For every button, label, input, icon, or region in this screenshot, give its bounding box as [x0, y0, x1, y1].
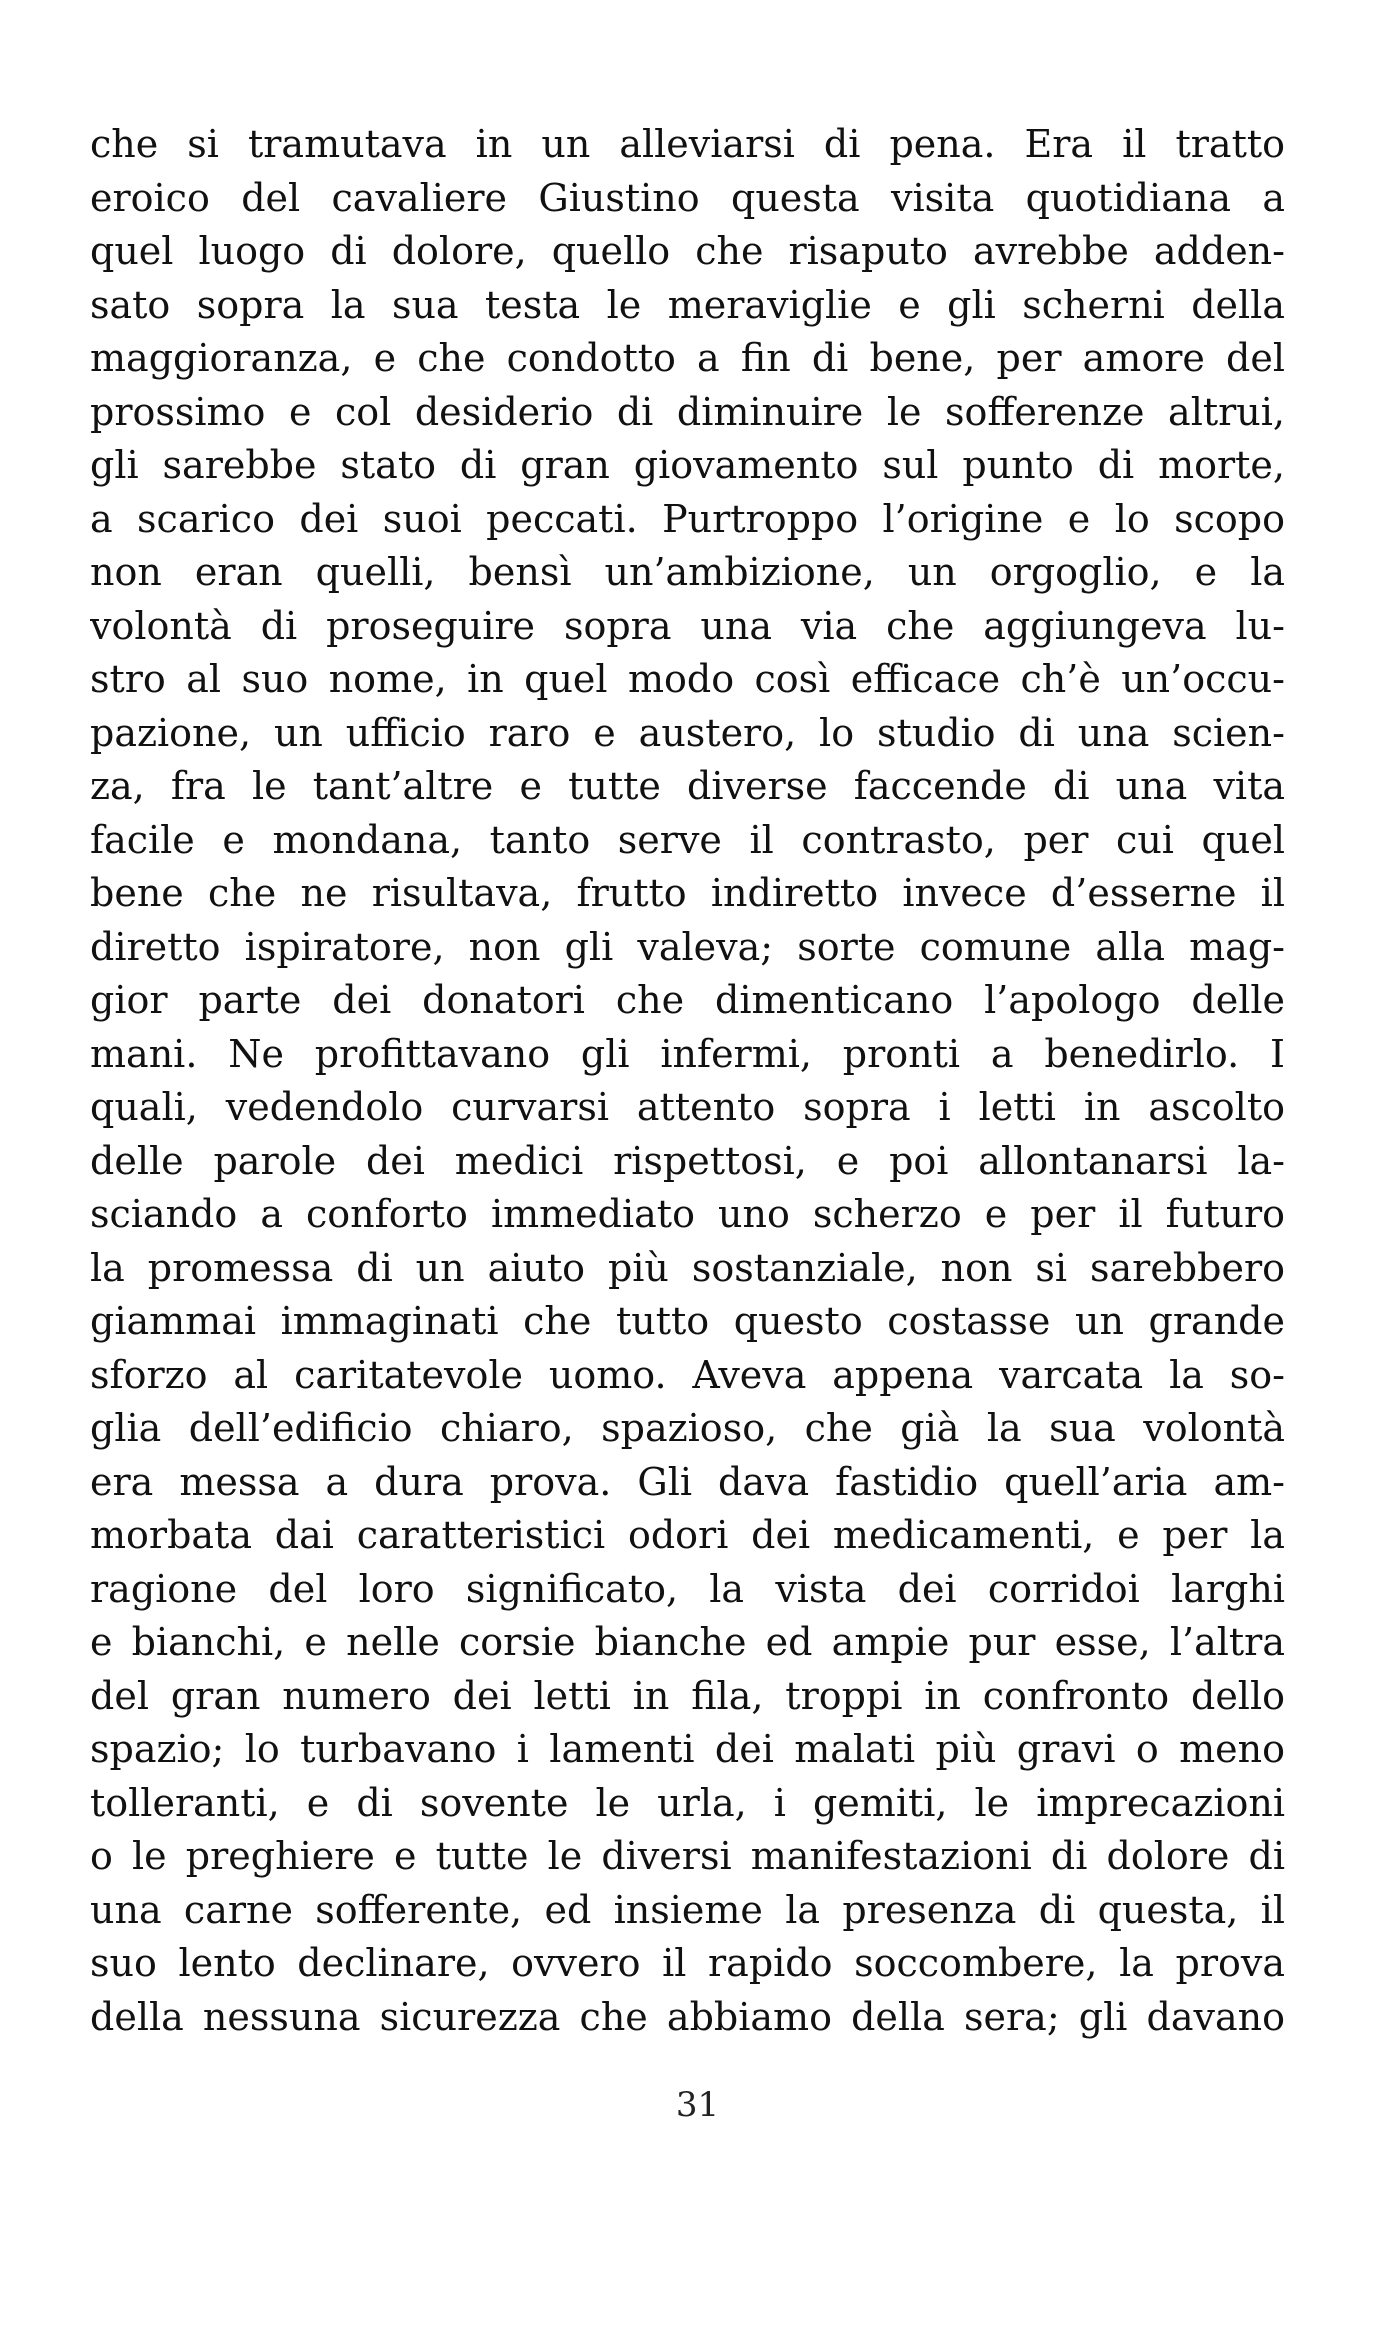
page-number: 31 — [675, 2085, 720, 2125]
text-line-8: a scarico dei suoi peccati. Purtroppo l’origine e lo scopo — [90, 496, 1285, 541]
text-line-16: diretto ispiratore, non gli valeva; sorte comune alla mag- — [90, 924, 1285, 969]
text-line-13: za, fra le tant’altre e tutte diverse faccende di una vita — [90, 764, 1285, 808]
text-line-4: sato sopra la sua testa le meraviglie e gli scherni della — [90, 282, 1285, 327]
text-line-29: e bianchi, e nelle corsie bianche ed ampie pur esse, l’altra — [90, 1620, 1285, 1664]
text-line-10: volontà di proseguire sopra una via che aggiungeva lu- — [90, 603, 1285, 648]
text-line-30: del gran numero dei letti in fila, troppi in confronto dello — [90, 1673, 1285, 1718]
text-line-17: gior parte dei donatori che dimenticano l’apologo delle — [90, 978, 1285, 1022]
text-line-31: spazio; lo turbavano i lamenti dei malati più gravi o meno — [90, 1727, 1285, 1771]
text-line-34: una carne sofferente, ed insieme la presenza di questa, il — [90, 1887, 1285, 1932]
text-line-24: sforzo al caritatevole uomo. Aveva appena varcata la so- — [90, 1352, 1285, 1397]
text-line-27: morbata dai caratteristici odori dei medicamenti, e per la — [90, 1513, 1285, 1557]
text-line-19: quali, vedendolo curvarsi attento sopra i letti in ascolto — [90, 1085, 1285, 1129]
text-line-6: prossimo e col desiderio di diminuire le sofferenze altrui, — [90, 389, 1285, 434]
text-line-7: gli sarebbe stato di gran giovamento sul punto di morte, — [90, 443, 1285, 487]
text-line-33: o le preghiere e tutte le diversi manifestazioni di dolore di — [90, 1834, 1285, 1878]
text-line-25: glia dell’edificio chiaro, spazioso, che già la sua volontà — [90, 1406, 1285, 1450]
text-line-12: pazione, un ufficio raro e austero, lo studio di una scien- — [90, 710, 1285, 755]
text-line-22: la promessa di un aiuto più sostanziale, non si sarebbero — [90, 1245, 1285, 1290]
text-line-26: era messa a dura prova. Gli dava fastidio quell’aria am- — [90, 1459, 1285, 1504]
text-line-14: facile e mondana, tanto serve il contrasto, per cui quel — [90, 817, 1285, 862]
text-line-21: sciando a conforto immediato uno scherzo e per il futuro — [90, 1192, 1285, 1236]
text-line-3: quel luogo di dolore, quello che risaputo avrebbe adden- — [90, 229, 1285, 273]
text-line-20: delle parole dei medici rispettosi, e poi allontanarsi la- — [90, 1138, 1285, 1183]
text-line-9: non eran quelli, bensì un’ambizione, un orgoglio, e la — [90, 550, 1285, 594]
text-line-2: eroico del cavaliere Giustino questa visita quotidiana a — [90, 175, 1285, 220]
text-line-36: della nessuna sicurezza che abbiamo della sera; gli davano — [90, 1994, 1285, 2039]
body-text — [90, 118, 1285, 2044]
text-line-35: suo lento declinare, ovvero il rapido soccombere, la prova — [90, 1941, 1285, 1985]
text-line-23: giammai immaginati che tutto questo costasse un grande — [90, 1299, 1285, 1343]
text-line-32: tolleranti, e di sovente le urla, i gemiti, le imprecazioni — [90, 1780, 1285, 1825]
text-line-28: ragione del loro significato, la vista dei corridoi larghi — [90, 1566, 1285, 1611]
text-line-5: maggioranza, e che condotto a fin di bene, per amore del — [90, 336, 1285, 380]
text-line-18: mani. Ne profittavano gli infermi, pronti a benedirlo. I — [90, 1031, 1285, 1076]
text-line-1: che si tramutava in un alleviarsi di pena. Era il tratto — [90, 122, 1285, 166]
text-line-11: stro al suo nome, in quel modo così efficace ch’è un’occu- — [90, 657, 1285, 701]
text-line-15: bene che ne risultava, frutto indiretto invece d’esserne il — [90, 871, 1285, 915]
